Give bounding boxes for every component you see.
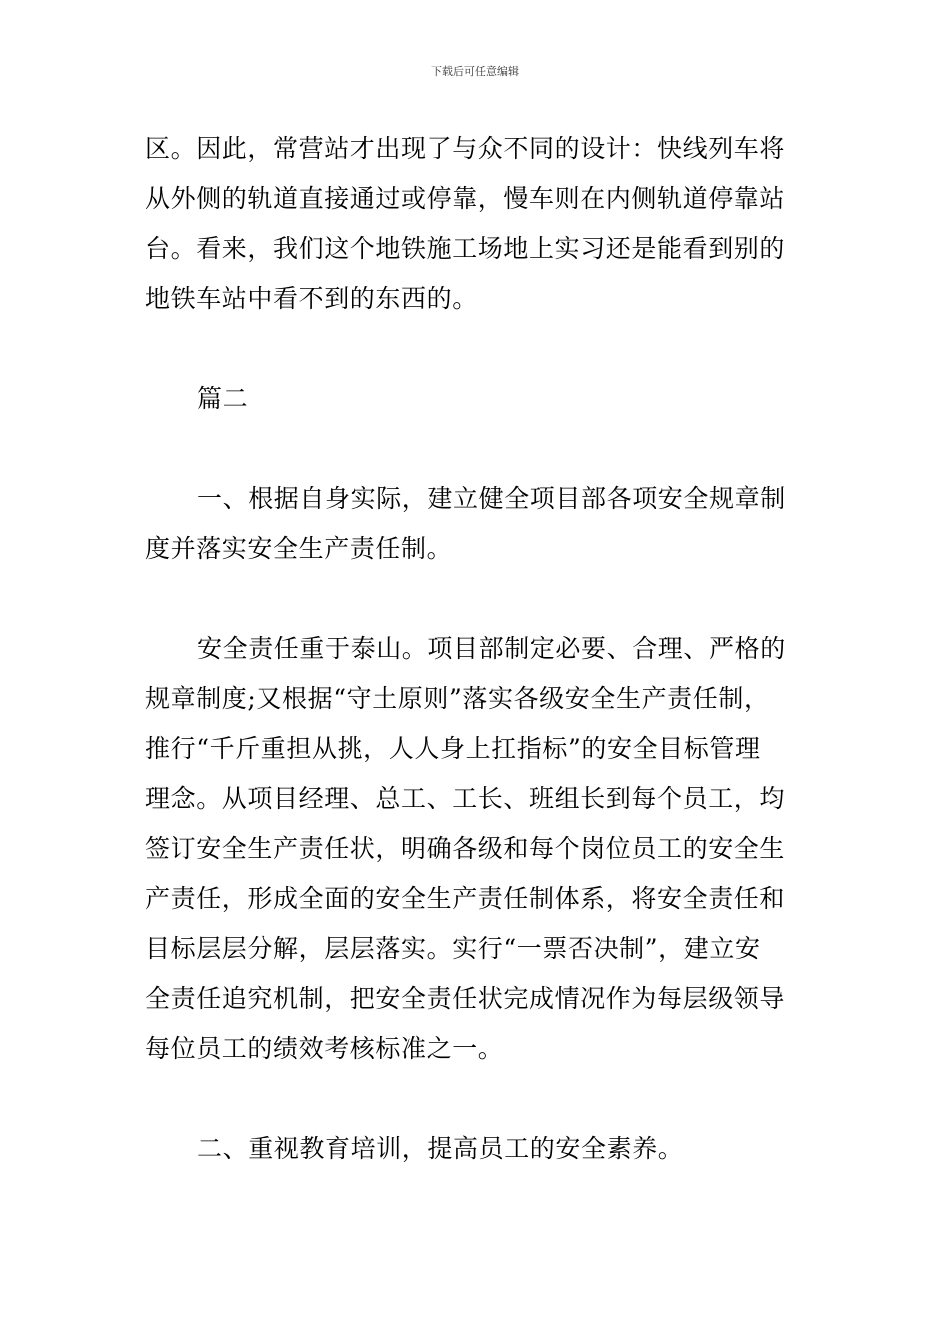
paragraph-gap xyxy=(145,324,805,374)
text-line: 理念。从项目经理、总工、工长、班组长到每个员工，均 xyxy=(145,784,786,813)
paragraph-safety-responsibility xyxy=(145,624,805,1074)
paragraph-point-two xyxy=(145,1124,805,1174)
paragraph-gap xyxy=(145,424,805,474)
section-heading xyxy=(145,374,805,424)
text-line: 区。因此，常营站才出现了与众不同的设计：快线列车将 xyxy=(145,134,786,163)
text-line: 二、重视教育培训，提高员工的安全素养。 xyxy=(197,1134,684,1163)
text-line: 签订安全生产责任状，明确各级和每个岗位员工的安全生 xyxy=(145,834,786,863)
paragraph-continuation xyxy=(145,124,805,324)
text-line: 台。看来，我们这个地铁施工场地上实习还是能看到别的 xyxy=(145,234,786,263)
text-line: 安全责任重于泰山。项目部制定必要、合理、严格的 xyxy=(197,634,786,663)
text-line: 产责任，形成全面的安全生产责任制体系，将安全责任和 xyxy=(145,884,786,913)
text-line: 每位员工的绩效考核标准之一。 xyxy=(145,1034,504,1063)
text-line: 规章制度;又根据“守土原则”落实各级安全生产责任制， xyxy=(145,684,770,713)
text-line: 目标层层分解，层层落实。实行“一票否决制”，建立安 xyxy=(145,934,761,963)
text-line: 从外侧的轨道直接通过或停靠，慢车则在内侧轨道停靠站 xyxy=(145,184,786,213)
text-line: 地铁车站中看不到的东西的。 xyxy=(145,284,478,313)
text-line: 度并落实安全生产责任制。 xyxy=(145,534,453,563)
paragraph-gap xyxy=(145,1074,805,1124)
heading-line: 篇二 xyxy=(197,384,249,413)
page-header: 下载后可任意编辑 xyxy=(431,65,519,78)
paragraph-gap xyxy=(145,574,805,624)
text-line: 推行“千斤重担从挑，人人身上扛指标”的安全目标管理 xyxy=(145,734,761,763)
paragraph-point-one xyxy=(145,474,805,574)
text-line: 全责任追究机制，把安全责任状完成情况作为每层级领导 xyxy=(145,984,786,1013)
text-line: 一、根据自身实际，建立健全项目部各项安全规章制 xyxy=(197,484,786,513)
document-body xyxy=(145,124,805,1174)
